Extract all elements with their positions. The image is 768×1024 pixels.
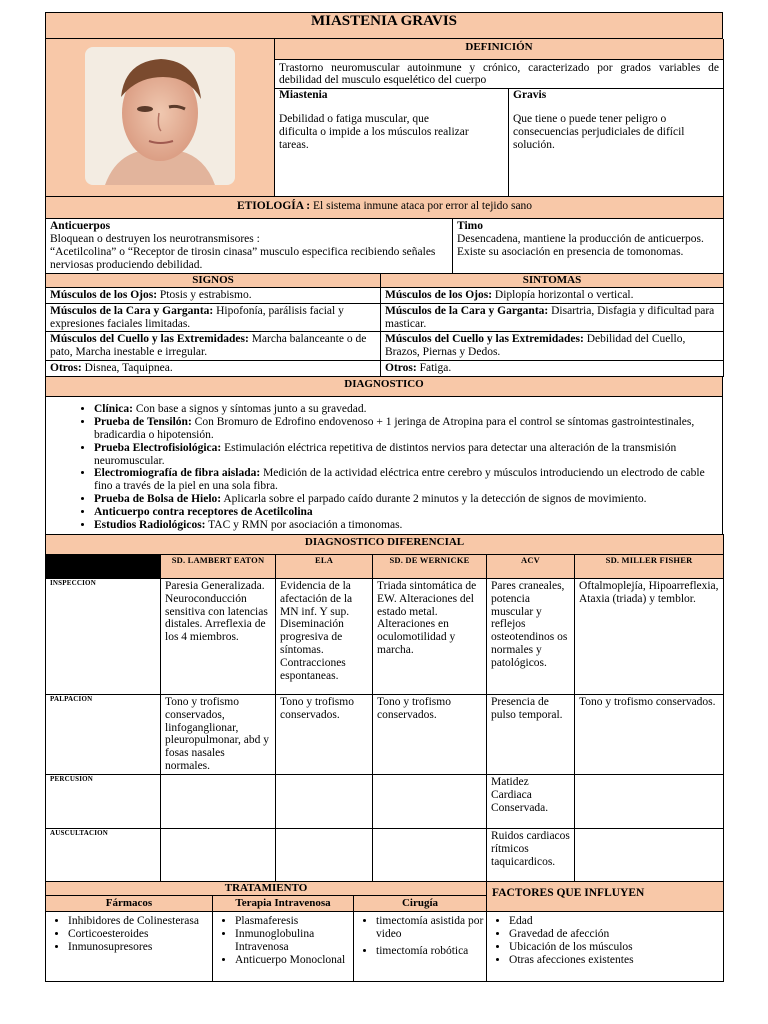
sintoma-text: Disartria, Disfagia y dificultad para masticar. xyxy=(385,304,715,330)
farmacos-cell xyxy=(46,912,213,982)
timo-label: Timo xyxy=(457,220,483,233)
col-header: ELA xyxy=(276,554,373,578)
cirugia-item: • timectomía robótica xyxy=(376,945,484,958)
gravis-text: Que tiene o puede tener peligro o consecuencias perjudiciales de difícil solución. xyxy=(513,113,685,151)
sintoma-row-2 xyxy=(381,332,724,361)
miastenia-cell xyxy=(275,89,509,197)
factores-cell xyxy=(487,912,724,982)
signo-label: Otros: xyxy=(50,362,82,375)
factor-item: • Otras afecciones existentes xyxy=(509,954,721,967)
diff-cell: Evidencia de la afectación de la MN inf. Y sup. Diseminación progresiva de síntomas. Contracciones espontaneas. xyxy=(276,578,373,694)
row-label: INSPECCION xyxy=(46,578,161,694)
diff-cell: Tono y trofismo conservados, linfoganglionar, pleuropulmonar, abd y fosas nasales normales. xyxy=(161,694,276,774)
patient-face-image xyxy=(85,47,235,185)
sintoma-text: Fatiga. xyxy=(416,362,452,375)
signo-text: Marcha balanceante o de pato, Marcha inestable e irregular. xyxy=(50,333,367,359)
diff-cell xyxy=(276,775,373,829)
etiology-header xyxy=(46,197,724,219)
factores-header: FACTORES QUE INFLUYEN xyxy=(487,882,724,912)
terapia-list xyxy=(213,915,351,967)
signo-row-3 xyxy=(46,361,381,377)
sintoma-row-1 xyxy=(381,303,724,332)
farmaco-item: • Inmunosupresores xyxy=(68,941,210,954)
timo-cell xyxy=(453,219,724,274)
diff-cell: Ruidos cardiacos rítmicos taquicardicos. xyxy=(487,829,575,882)
cirugia-header: Cirugía xyxy=(354,896,487,912)
sintoma-label: Músculos de la Cara y Garganta: xyxy=(385,304,549,317)
col-header: SD. MILLER FISHER xyxy=(575,554,724,578)
diferencial-header: DIAGNOSTICO DIFERENCIAL xyxy=(46,534,724,554)
sintoma-label: Músculos de los Ojos: xyxy=(385,288,493,301)
diff-cell: Oftalmoplejía, Hipoarreflexia, Ataxia (triada) y temblor. xyxy=(575,578,724,694)
diagnostico-item: • Clínica: Con base a signos y síntomas junto a su gravedad. xyxy=(94,403,718,416)
col-header: ACV xyxy=(487,554,575,578)
definition-header: DEFINICIÓN xyxy=(275,39,724,59)
farmaco-item: • Inhibidores de Colinesterasa xyxy=(68,915,210,928)
etiology-table xyxy=(45,196,724,274)
miastenia-text: Debilidad o fatiga muscular, que dificulta o impide a los músculos realizar tareas. xyxy=(279,113,469,151)
signo-row-1 xyxy=(46,303,381,332)
signo-row-0 xyxy=(46,287,381,303)
timo-text: Desencadena, mantiene la producción de anticuerpos. Existe su asociación en presencia de tomonomas. xyxy=(457,233,704,258)
etiology-text: El sistema inmune ataca por error al tejido sano xyxy=(313,200,533,213)
signo-text: Disnea, Taquipnea. xyxy=(81,362,173,375)
diff-cell: Pares craneales, potencia muscular y reflejos osteotendinos os normales y patológicos. xyxy=(487,578,575,694)
signs-symptoms-table xyxy=(45,273,724,377)
row-label: AUSCULTACION xyxy=(46,829,161,882)
terapia-item: • Anticuerpo Monoclonal xyxy=(235,954,351,967)
cirugia-cell xyxy=(354,912,487,982)
diagnostico-item: • Anticuerpo contra receptores de Acetilcolina xyxy=(94,506,718,519)
diff-cell: Tono y trofismo conservados. xyxy=(276,694,373,774)
diagnostico-item: • Prueba de Tensilón: Con Bromuro de Edrofino endovenoso + 1 jeringa de Atropina para el control se síntomas gastrointestinales, bradicardia o hipotensión. xyxy=(94,416,718,442)
farmacos-header: Fármacos xyxy=(46,896,213,912)
diagnostico-table xyxy=(45,376,723,535)
diff-cell: Triada sintomática de EW. Alteraciones del estado metal. Alteraciones en oculomotilidad y marcha. xyxy=(373,578,487,694)
sintoma-text: Debilidad del Cuello, Brazos, Piernas y Dedos. xyxy=(385,333,686,359)
anticuerpos-text1: Bloquean o destruyen los neurotransmisores : xyxy=(50,233,260,246)
definition-table xyxy=(45,39,724,197)
tratamiento-header: TRATAMIENTO xyxy=(46,882,487,896)
cirugia-item: • timectomía asistida por video xyxy=(376,915,484,941)
diagnostico-item: • Prueba de Bolsa de Hielo: Aplicarla sobre el parpado caído durante 2 minutos y la detección de signos de movimiento. xyxy=(94,493,718,506)
diff-cell: Matidez Cardiaca Conservada. xyxy=(487,775,575,829)
row-label: PERCUSION xyxy=(46,775,161,829)
sintoma-row-3 xyxy=(381,361,724,377)
gravis-cell xyxy=(509,89,724,197)
anticuerpos-label: Anticuerpos xyxy=(50,220,111,233)
diagnostico-item: • Electromiografía de fibra aislada: Medición de la actividad eléctrica entre cerebro y músculos introduciendo un electrodo de cable fino a través de la piel en una sola fibra. xyxy=(94,467,718,493)
diff-cell xyxy=(575,829,724,882)
etiology-label: ETIOLOGÍA : xyxy=(236,200,311,213)
factores-list xyxy=(487,915,721,967)
factor-item: • Gravedad de afección xyxy=(509,928,721,941)
diff-cell: Tono y trofismo conservados. xyxy=(575,694,724,774)
sintoma-row-0 xyxy=(381,287,724,303)
cirugia-list xyxy=(354,915,484,958)
terapia-item: • Inmunoglobulina Intravenosa xyxy=(235,928,351,954)
definition-text: Trastorno neuromuscular autoinmune y crónico, caracterizado por grados variables de debilidad del musculo esquelético del cuerpo xyxy=(275,59,724,89)
diferencial-corner xyxy=(46,554,161,578)
anticuerpos-cell xyxy=(46,219,453,274)
row-label: PALPACION xyxy=(46,694,161,774)
col-header: SD. DE WERNICKE xyxy=(373,554,487,578)
col-header: SD. LAMBERT EATON xyxy=(161,554,276,578)
photo-cell xyxy=(46,39,275,197)
sintoma-text: Diplopía horizontal o vertical. xyxy=(492,288,634,301)
tratamiento-table xyxy=(45,881,724,982)
factor-item: • Ubicación de los músculos xyxy=(509,941,721,954)
document-sheet xyxy=(45,12,723,982)
diff-cell: Paresia Generalizada. Neuroconducción sensitiva con latencias distales. Arreflexia de los 4 miembros. xyxy=(161,578,276,694)
diagnostico-list xyxy=(46,403,718,532)
farmaco-item: • Corticoesteroides xyxy=(68,928,210,941)
diagnostico-item: • Prueba Electrofisiológica: Estimulación eléctrica repetitiva de distintos nervios para detectar una alteración de la transmisión neuromuscular. xyxy=(94,442,718,468)
diff-cell xyxy=(373,829,487,882)
diagnostico-item: • Estudios Radiológicos: TAC y RMN por asociación a timonomas. xyxy=(94,519,718,532)
sintoma-label: Otros: xyxy=(385,362,417,375)
terapia-cell xyxy=(213,912,354,982)
diff-cell xyxy=(575,775,724,829)
miastenia-label: Miastenia xyxy=(279,89,328,102)
diagnostico-header: DIAGNOSTICO xyxy=(46,377,723,397)
signo-row-2 xyxy=(46,332,381,361)
signo-text: Ptosis y estrabismo. xyxy=(157,288,252,301)
signo-label: Músculos del Cuello y las Extremidades: xyxy=(50,333,249,346)
diff-cell xyxy=(373,775,487,829)
diff-cell xyxy=(161,829,276,882)
diff-cell: Presencia de pulso temporal. xyxy=(487,694,575,774)
diff-cell: Tono y trofismo conservados. xyxy=(373,694,487,774)
diff-cell xyxy=(161,775,276,829)
farmacos-list xyxy=(46,915,210,954)
diagnostico-list-cell xyxy=(46,397,723,535)
sintoma-label: Músculos del Cuello y las Extremidades: xyxy=(385,333,584,346)
sintomas-header: SINTOMAS xyxy=(381,273,724,287)
page-title: MIASTENIA GRAVIS xyxy=(46,13,723,39)
diferencial-table xyxy=(45,534,724,882)
title-table xyxy=(45,12,723,39)
terapia-header: Terapia Intravenosa xyxy=(213,896,354,912)
signo-text: Hipofonía, parálisis facial y expresiones faciales limitadas. xyxy=(50,304,344,330)
factor-item: • Edad xyxy=(509,915,721,928)
anticuerpos-text2: “Acetilcolina” o “Receptor de tirosin cinasa” musculo especifica recibiendo señales nerviosas produciendo debilidad. xyxy=(50,246,436,271)
terapia-item: • Plasmaferesis xyxy=(235,915,351,928)
signos-header: SIGNOS xyxy=(46,273,381,287)
diff-cell xyxy=(276,829,373,882)
gravis-label: Gravis xyxy=(513,89,547,102)
signo-label: Músculos de los Ojos: xyxy=(50,288,158,301)
signo-label: Músculos de la Cara y Garganta: xyxy=(50,304,214,317)
